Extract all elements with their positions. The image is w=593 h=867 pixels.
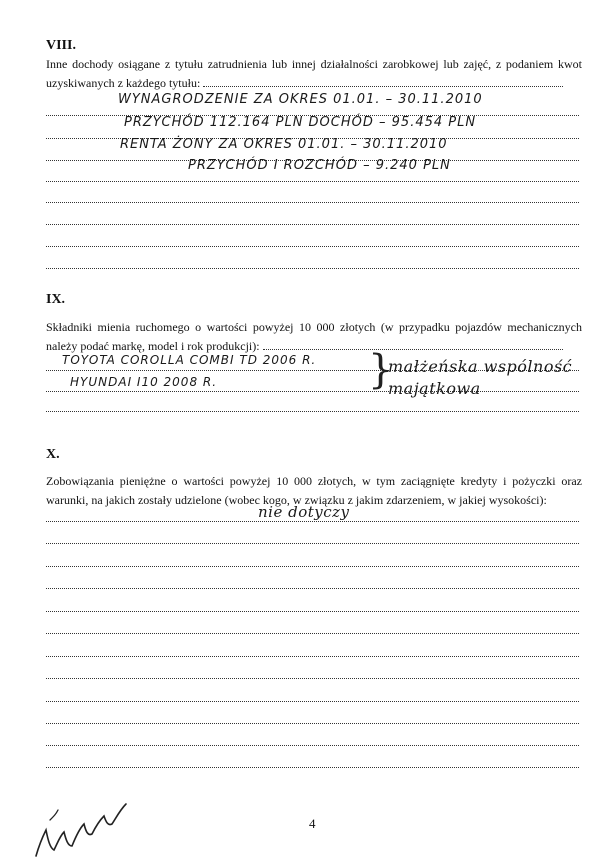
dotted-line (46, 566, 579, 567)
dotted-line (46, 767, 579, 768)
dotted-line (46, 224, 579, 225)
dotted-line (46, 543, 579, 544)
dotted-line (46, 678, 579, 679)
curly-brace-mark: } (368, 347, 394, 393)
section-viii-number: VIII. (46, 38, 76, 53)
section-x-description: Zobowiązania pieniężne o wartości powyżej 10 000 złotych, w tym zaciągnięte kredyty i pożyczki oraz warunki, na jakich zostały udzielone (wobec kogo, w związku z jakim zdarzeniem, w jakiej wysokości): (46, 474, 582, 507)
section-viii-description: Inne dochody osiągane z tytułu zatrudnienia lub innej działalności zarobkowej lub zajęć, z podaniem kwot uzyskiwanych z każdego tytułu: (46, 57, 582, 90)
dotted-line (46, 521, 579, 522)
section-x-number: X. (46, 447, 60, 462)
dotted-line (46, 611, 579, 612)
section-viii-handwritten-line-1: WYNAGRODZENIE ZA OKRES 01.01. – 30.11.2010 (118, 92, 483, 107)
section-ix-handwritten-line-2: HYUNDAI I10 2008 R. (70, 375, 218, 389)
section-viii-handwritten-line-4: PRZYCHÓD I ROZCHÓD – 9.240 PLN (188, 158, 451, 173)
section-x-handwritten: nie dotyczy (258, 503, 350, 521)
dotted-line (46, 633, 579, 634)
dotted-line (46, 745, 579, 746)
dotted-line (46, 701, 579, 702)
dotted-line (46, 181, 579, 182)
dotted-line (46, 588, 579, 589)
section-viii-text (46, 55, 582, 93)
section-ix-number: IX. (46, 292, 66, 307)
section-ix-text (46, 318, 582, 356)
section-ix-inline-fill-line (263, 339, 563, 350)
dotted-line (46, 246, 579, 247)
dotted-line (46, 268, 579, 269)
section-ix-handwritten-note: małżeńska wspólność majątkowa (388, 357, 573, 398)
dotted-line (46, 723, 579, 724)
section-viii-handwritten-line-2: PRZYCHÓD 112.164 PLN DOCHÓD – 95.454 PLN (124, 115, 477, 130)
dotted-line (46, 656, 579, 657)
section-ix-handwritten-line-1: TOYOTA COROLLA COMBI TD 2006 R. (62, 353, 317, 367)
signature-scribble (30, 790, 140, 862)
section-viii-handwritten-line-3: RENTA ŻONY ZA OKRES 01.01. – 30.11.2010 (120, 137, 448, 152)
dotted-line (46, 202, 579, 203)
page-number: 4 (309, 816, 316, 831)
dotted-line (46, 411, 579, 412)
section-ix-description: Składniki mienia ruchomego o wartości powyżej 10 000 złotych (w przypadku pojazdów mechanicznych należy podać markę, model i rok produkcji): (46, 320, 582, 353)
section-viii-inline-fill-line (203, 76, 563, 87)
